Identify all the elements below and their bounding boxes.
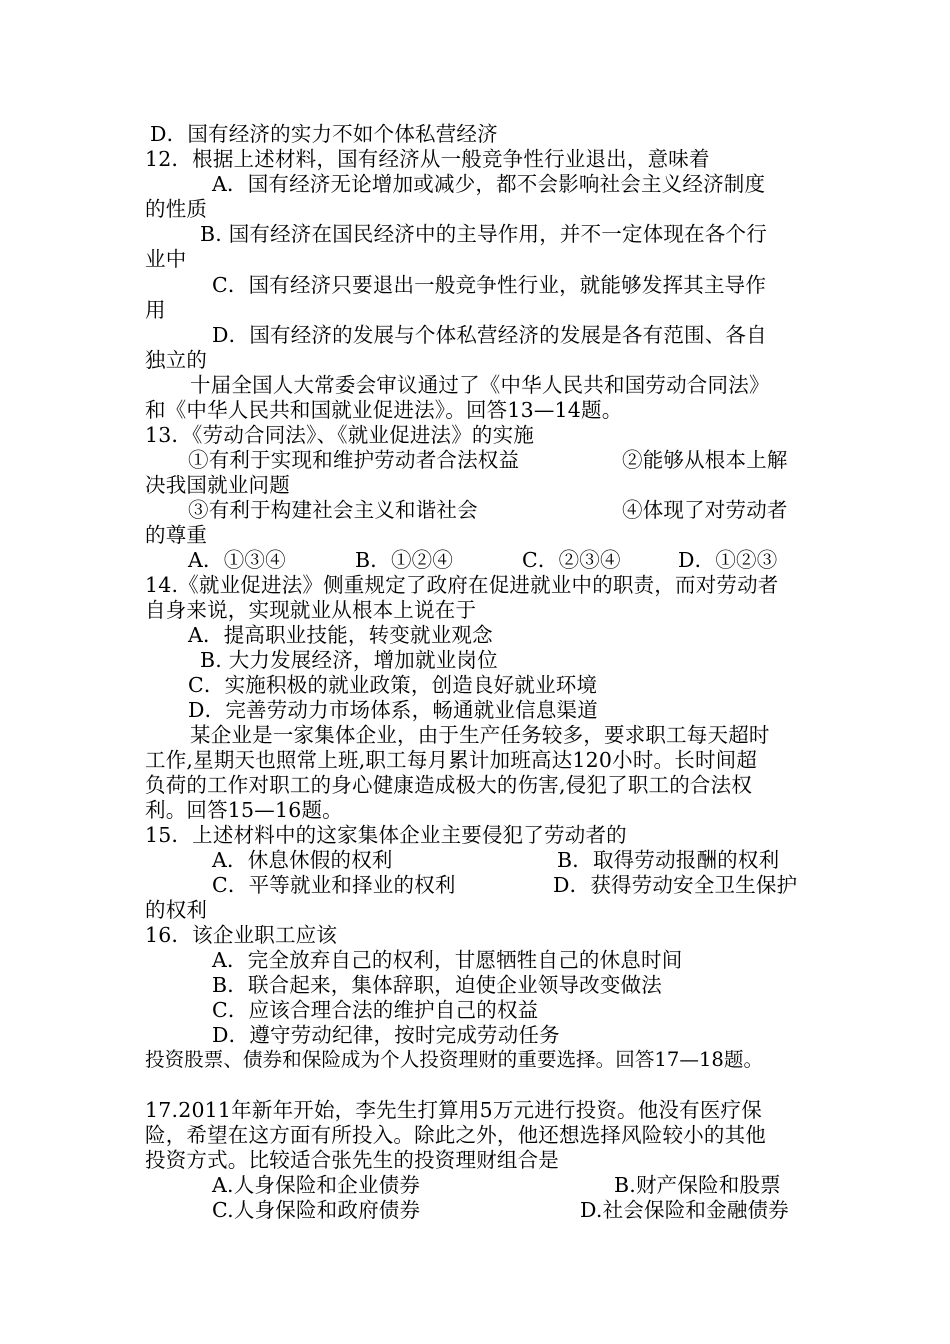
q13-item-3: ③有利于构建社会主义和谐社会 xyxy=(188,498,478,522)
q13-item-4-cont: 的尊重 xyxy=(145,523,208,547)
q17-stem-line2: 险，希望在这方面有所投入。除此之外，他还想选择风险较小的其他 xyxy=(145,1123,766,1147)
q17-stem: 17.2011年新年开始，李先生打算用5万元进行投资。他没有医疗保 xyxy=(145,1098,762,1122)
q11-option-d: D．国有经济的实力不如个体私营经济 xyxy=(150,122,498,146)
q17-option-d: D.社会保险和金融债券 xyxy=(580,1198,789,1222)
q13-item-2: ②能够从根本上解 xyxy=(622,448,788,472)
q12-option-d: D．国有经济的发展与个体私营经济的发展是各有范围、各自 xyxy=(212,323,767,347)
q13-item-4: ④体现了对劳动者 xyxy=(622,498,788,522)
q16-option-c: C．应该合理合法的维护自己的权益 xyxy=(212,998,539,1022)
q12-option-b-cont: 业中 xyxy=(145,247,187,271)
q17-option-b: B.财产保险和股票 xyxy=(614,1173,781,1197)
q17-option-a: A.人身保险和企业债券 xyxy=(212,1173,421,1197)
q12-option-c: C．国有经济只要退出一般竞争性行业，就能够发挥其主导作 xyxy=(212,273,767,297)
material-15-16: 某企业是一家集体企业，由于生产任务较多，要求职工每天超时 xyxy=(190,723,770,747)
q12-option-d-cont: 独立的 xyxy=(145,348,208,372)
q15-option-d-cont: 的权利 xyxy=(145,898,208,922)
q12-option-b: B. 国有经济在国民经济中的主导作用，并不一定体现在各个行 xyxy=(200,222,767,246)
q15-option-b: B．取得劳动报酬的权利 xyxy=(557,848,780,872)
q13-option-b: B．①②④ xyxy=(355,548,454,572)
q14-option-a: A．提高职业技能，转变就业观念 xyxy=(188,623,493,647)
q14-option-d: D．完善劳动力市场体系，畅通就业信息渠道 xyxy=(188,698,598,722)
material-15-16-line2: 工作,星期天也照常上班,职工每月累计加班高达120小时。长时间超 xyxy=(145,748,758,772)
q16-stem: 16．该企业职工应该 xyxy=(145,923,338,947)
q13-item-1: ①有利于实现和维护劳动者合法权益 xyxy=(188,448,520,472)
q13-option-d: D．①②③ xyxy=(678,548,778,572)
q16-option-b: B．联合起来，集体辞职，迫使企业领导改变做法 xyxy=(212,973,662,997)
q15-stem: 15．上述材料中的这家集体企业主要侵犯了劳动者的 xyxy=(145,823,627,847)
q14-option-c: C．实施积极的就业政策，创造良好就业环境 xyxy=(188,673,598,697)
q14-stem: 14.《就业促进法》侧重规定了政府在促进就业中的职责，而对劳动者 xyxy=(145,573,779,597)
q12-stem: 12．根据上述材料，国有经济从一般竞争性行业退出，意味着 xyxy=(145,147,710,171)
q16-option-d: D．遵守劳动纪律，按时完成劳动任务 xyxy=(212,1023,560,1047)
q14-option-b: B. 大力发展经济，增加就业岗位 xyxy=(200,648,498,672)
material-15-16-line4: 利。回答15—16题。 xyxy=(145,798,343,822)
q15-option-c: C．平等就业和择业的权利 xyxy=(212,873,456,897)
material-15-16-line3: 负荷的工作对职工的身心健康造成极大的伤害,侵犯了职工的合法权 xyxy=(145,773,753,797)
q15-option-d: D．获得劳动安全卫生保护 xyxy=(553,873,798,897)
q13-item-2-cont: 决我国就业问题 xyxy=(145,473,290,497)
q12-option-a: A．国有经济无论增加或减少，都不会影响社会主义经济制度 xyxy=(212,172,766,196)
q15-option-a: A．休息休假的权利 xyxy=(212,848,393,872)
q13-option-a: A．①③④ xyxy=(188,548,286,572)
q17-stem-line3: 投资方式。比较适合张先生的投资理财组合是 xyxy=(145,1148,559,1172)
material-17-18: 投资股票、债券和保险成为个人投资理财的重要选择。回答17—18题。 xyxy=(145,1048,764,1071)
material-13-14-cont: 和《中华人民共和国就业促进法》。回答13—14题。 xyxy=(145,398,623,422)
q16-option-a: A．完全放弃自己的权利，甘愿牺牲自己的休息时间 xyxy=(212,948,683,972)
q13-option-c: C．②③④ xyxy=(522,548,621,572)
material-13-14: 十届全国人大常委会审议通过了《中华人民共和国劳动合同法》 xyxy=(190,373,770,397)
q13-stem: 13．《劳动合同法》、《就业促进法》的实施 xyxy=(145,423,535,447)
q14-stem-cont: 自身来说，实现就业从根本上说在于 xyxy=(145,598,477,622)
q12-option-a-cont: 的性质 xyxy=(145,197,208,221)
q12-option-c-cont: 用 xyxy=(145,298,166,322)
q17-option-c: C.人身保险和政府债券 xyxy=(212,1198,421,1222)
